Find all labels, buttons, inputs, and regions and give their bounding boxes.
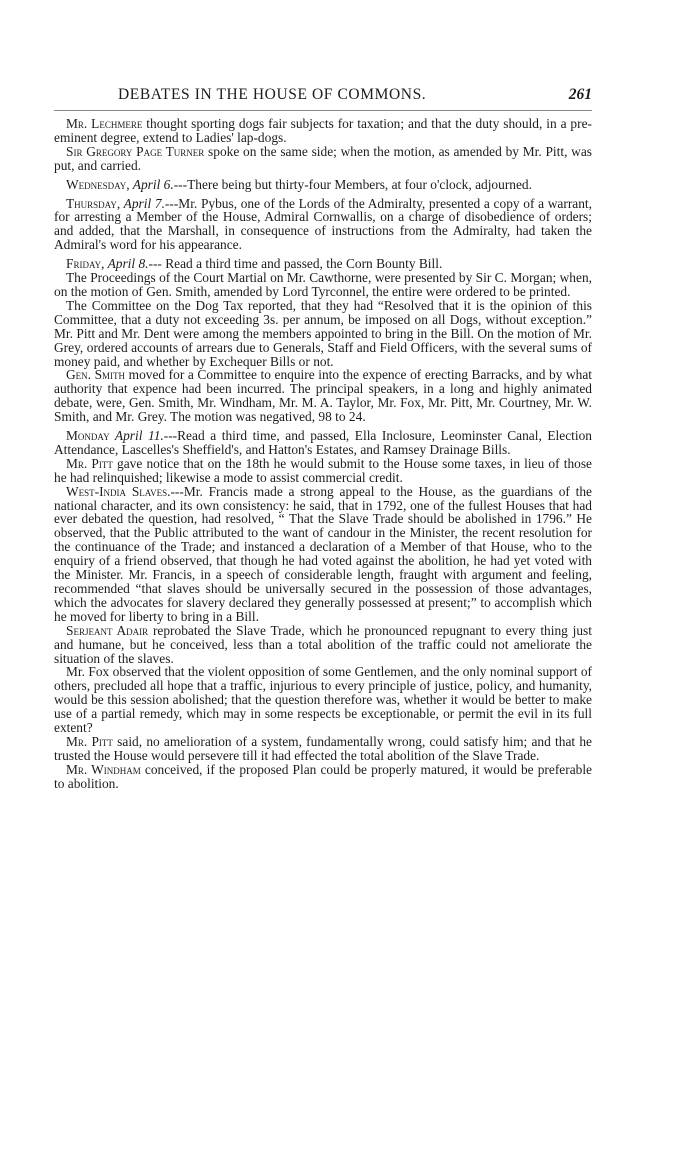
date-label: April 11. <box>109 428 164 444</box>
body-text <box>54 117 592 791</box>
date-label: April 7. <box>120 195 165 211</box>
paragraph <box>54 368 592 424</box>
day-label: Thursday, <box>66 195 121 211</box>
paragraph <box>54 624 592 666</box>
date-label: April 6. <box>129 176 174 192</box>
paragraph-text: reprobated the Slave Trade, which he pronounced repugnant to every thing just and humane, but he conceived, less than a total abolition of the traffic could not ameliorate the situation of the slaves. <box>54 622 592 666</box>
paragraph <box>54 117 592 145</box>
paragraph-text: spoke on the same side; when the motion, as amended by Mr. Pitt, was put, and carried. <box>54 143 592 173</box>
paragraph <box>54 178 592 192</box>
paragraph <box>54 271 592 299</box>
paragraph <box>54 763 592 791</box>
speaker-name: Mr. Pitt <box>66 733 113 749</box>
document-page <box>54 86 592 791</box>
speaker-name: Mr. Lechmere <box>66 116 143 131</box>
speaker-name: Mr. Windham <box>66 761 141 777</box>
day-label: Monday <box>66 428 110 444</box>
paragraph-text: ---Mr. Francis made a strong appeal to the House, as the guardians of the national character, and its own consistency: he said, that in 1792, one of the fullest Houses that had ever debated the question, had resolved, “ That the Slave Trade should be abolished in 1796.” He observed, that the Public attributed to the want of candour in the Minister, the recent resolution for the continuance of the Trade; and instanced a declaration of a Member of that House, who to the enquiry of a friend observed, that though he had voted against the abolition, he had yet voted with the Minister. Mr. Francis, in a speech of considerable length, fraught with argument and feeling, recommended “that slaves should be universally secured in the possession of those advantages, which the advocates for slavery declared they generally possessed at present;” to accomplish which he moved for liberty to bring in a Bill. <box>54 483 592 624</box>
paragraph-text: moved for a Committee to enquire into the expence of erecting Barracks, and by what authority that expence had been incurred. The principal speakers, in a long and highly animated debate, were, Gen. Smith, Mr. Windham, Mr. M. A. Taylor, Mr. Fox, Mr. Pitt, Mr. Courtney, Mr. W. Smith, and Mr. Grey. The motion was negatived, 98 to 24. <box>54 367 592 425</box>
paragraph <box>54 145 592 173</box>
paragraph-text: ---There being but thirty-four Members, at four o'clock, adjourned. <box>173 176 532 192</box>
paragraph-text: thought sporting dogs fair subjects for taxation; and that the duty should, in a pre-eminent degree, extend to Ladies' lap-dogs. <box>54 116 592 145</box>
paragraph-text: The Committee on the Dog Tax reported, that they had “Resolved that it is the opinion of this Committee, that a duty not exceeding 3s. per annum, be imposed on all Dogs, without exception.” Mr. Pitt and Mr. Dent were among the members appointed to bring in the Bill. On the motion of Mr. Grey, ordered accounts of arrears due to Generals, Staff and Field Officers, with the several sums of money paid, and whether by Exchequer Bills or not. <box>54 297 592 369</box>
paragraph-text: The Proceedings of the Court Martial on Mr. Cawthorne, were presented by Sir C. Morgan; when, on the motion of Gen. Smith, amended by Lord Tyrconnel, the entire were ordered to be printed. <box>54 270 592 299</box>
paragraph <box>54 735 592 763</box>
paragraph-text: conceived, if the proposed Plan could be properly matured, it would be preferable to abolition. <box>54 761 592 791</box>
day-label: Friday, <box>66 256 105 272</box>
speaker-name: Serjeant Adair <box>66 622 149 638</box>
day-label: Wednesday, <box>66 176 130 192</box>
speaker-name: Mr. Pitt <box>66 455 113 471</box>
page-number: 261 <box>568 86 592 103</box>
speaker-name: Sir Gregory Page Turner <box>66 143 205 159</box>
paragraph-text: said, no amelioration of a system, fundamentally wrong, could satisfy him; and that he trusted the House would persevere till it had effected the total abolition of the Slave Trade. <box>54 733 593 763</box>
paragraph-text: ---Mr. Pybus, one of the Lords of the Admiralty, presented a copy of a warrant, for arresting a Member of the House, Admiral Cornwallis, on a charge of disobedience of orders; and added, that the Marshall, in consequence of instructions from the Admiralty, had taken the Admiral's word for his appearance. <box>54 195 592 253</box>
paragraph <box>54 485 592 624</box>
paragraph-text: gave notice that on the 18th he would submit to the House some taxes, in lieu of those he had relinquished; likewise a mode to assist commercial credit. <box>54 455 592 485</box>
paragraph-text: ---Read a third time, and passed, Ella Inclosure, Leominster Canal, Election Attendance, Lascelles's Sheffield's, and Hatton's Estates, and Ramsey Drainage Bills. <box>54 428 592 457</box>
paragraph <box>54 457 592 485</box>
paragraph <box>54 665 592 735</box>
section-heading: West-India Slaves. <box>66 483 171 499</box>
paragraph <box>54 429 592 457</box>
running-header <box>54 86 592 111</box>
paragraph-text: --- Read a third time and passed, the Corn Bounty Bill. <box>148 256 443 272</box>
speaker-name: Gen. Smith <box>66 367 126 383</box>
paragraph <box>54 197 592 253</box>
paragraph-text: Mr. Fox observed that the violent opposition of some Gentlemen, and the only nominal support of others, precluded all hope that a traffic, injurious to every principle of justice, policy, and humanity, would be this session abolished; that the question therefore was, whether it would be better to make use of a partial remedy, which may in some respects be exceptionable, or permit the evil in its full extent? <box>54 664 592 736</box>
header-title: DEBATES IN THE HOUSE OF COMMONS. <box>118 86 427 103</box>
paragraph <box>54 257 592 271</box>
date-label: April 8. <box>104 256 149 272</box>
paragraph <box>54 299 592 369</box>
